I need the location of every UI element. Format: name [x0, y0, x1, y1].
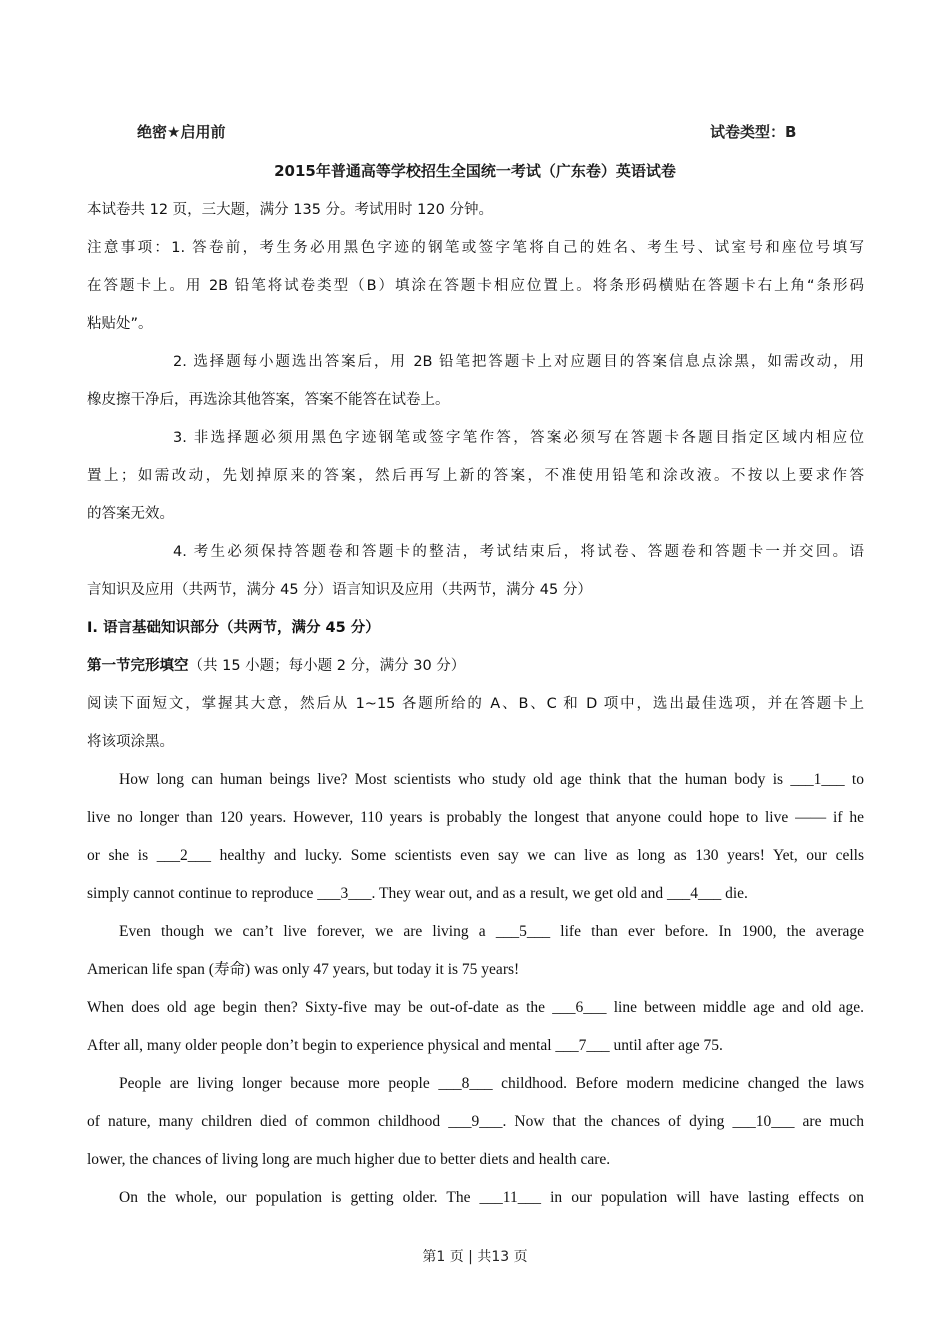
passage-line-3: or she is ___2___ healthy and lucky. Some scientists even say we can live as long as 130 years! Yet, our cells: [87, 847, 864, 864]
passage-line-10: of nature, many children died of common childhood ___9___. Now that the chances of dying ___10___ are much: [87, 1113, 864, 1130]
passage-line-4: simply cannot continue to reproduce ___3___. They wear out, and as a result, we get old and ___4___ die.: [87, 885, 748, 902]
directions-line-2: 将该项涂黑。: [87, 734, 174, 750]
notice-line-4: 2. 选择题每小题选出答案后，用 2B 铅笔把答题卡上对应题目的答案信息点涂黑，如需改动，用: [173, 354, 864, 370]
secret-mark: 绝密★启用前: [137, 123, 226, 141]
passage-line-5: Even though we can’t live forever, we are living a ___5___ life than ever before. In 1900, the average: [119, 923, 864, 940]
notice-line-5: 橡皮擦干净后，再选涂其他答案，答案不能答在试卷上。: [87, 392, 450, 408]
notice-line-3: 粘贴处”。: [87, 316, 153, 332]
passage-line-7: When does old age begin then? Sixty-five may be out-of-date as the ___6___ line between middle age and old age.: [87, 999, 864, 1016]
passage-line-1: How long can human beings live? Most scientists who study old age think that the human body is ___1___ to: [119, 771, 864, 788]
passage-line-12: On the whole, our population is getting older. The ___11___ in our population will have lasting effects on: [119, 1189, 864, 1206]
passage-line-9: People are living longer because more people ___8___ childhood. Before modern medicine changed the laws: [119, 1075, 864, 1092]
passage-line-2: live no longer than 120 years. However, 110 years is probably the longest that anyone could hope to live —— if he: [87, 809, 864, 826]
passage-line-6: American life span (寿命) was only 47 years, but today it is 75 years!: [87, 961, 520, 978]
directions-line-1: 阅读下面短文，掌握其大意，然后从 1~15 各题所给的 A、B、C 和 D 项中，选出最佳选项，并在答题卡上: [87, 696, 864, 712]
notice-line-6: 3. 非选择题必须用黑色字迹钢笔或签字笔作答，答案必须写在答题卡各题目指定区域内相应位: [173, 430, 864, 446]
page-footer: 第1 页 | 共13 页: [422, 1249, 528, 1265]
part-heading-title: 第一节完形填空: [87, 658, 189, 674]
notice-line-8: 的答案无效。: [87, 506, 174, 522]
exam-title: 2015年普通高等学校招生全国统一考试（广东卷）英语试卷: [274, 162, 676, 180]
exam-intro: 本试卷共 12 页，三大题，满分 135 分。考试用时 120 分钟。: [87, 202, 493, 218]
passage-line-8: After all, many older people don’t begin to experience physical and mental ___7___ until after age 75.: [87, 1037, 723, 1054]
notice-line-1: 注意事项：1. 答卷前，考生务必用黑色字迹的钢笔或签字笔将自己的姓名、考生号、试室号和座位号填写: [87, 240, 864, 256]
passage-line-11: lower, the chances of living long are much higher due to better diets and health care.: [87, 1151, 611, 1168]
section-heading: Ⅰ. 语言基础知识部分（共两节，满分 45 分）: [87, 620, 380, 636]
notice-line-2: 在答题卡上。用 2B 铅笔将试卷类型（B）填涂在答题卡相应位置上。将条形码横贴在答题卡右上角“条形码: [87, 278, 864, 294]
part-heading: [87, 656, 864, 676]
paper-type: 试卷类型：B: [710, 123, 797, 141]
part-heading-detail: （共 15 小题；每小题 2 分，满分 30 分）: [188, 658, 466, 674]
notice-line-9: 4. 考生必须保持答题卷和答题卡的整洁，考试结束后，将试卷、答题卷和答题卡一并交回。语: [173, 544, 864, 560]
notice-line-7: 置上；如需改动，先划掉原来的答案，然后再写上新的答案，不准使用铅笔和涂改液。不按以上要求作答: [87, 468, 864, 484]
notice-line-10: 言知识及应用（共两节，满分 45 分）语言知识及应用（共两节，满分 45 分）: [87, 582, 592, 598]
